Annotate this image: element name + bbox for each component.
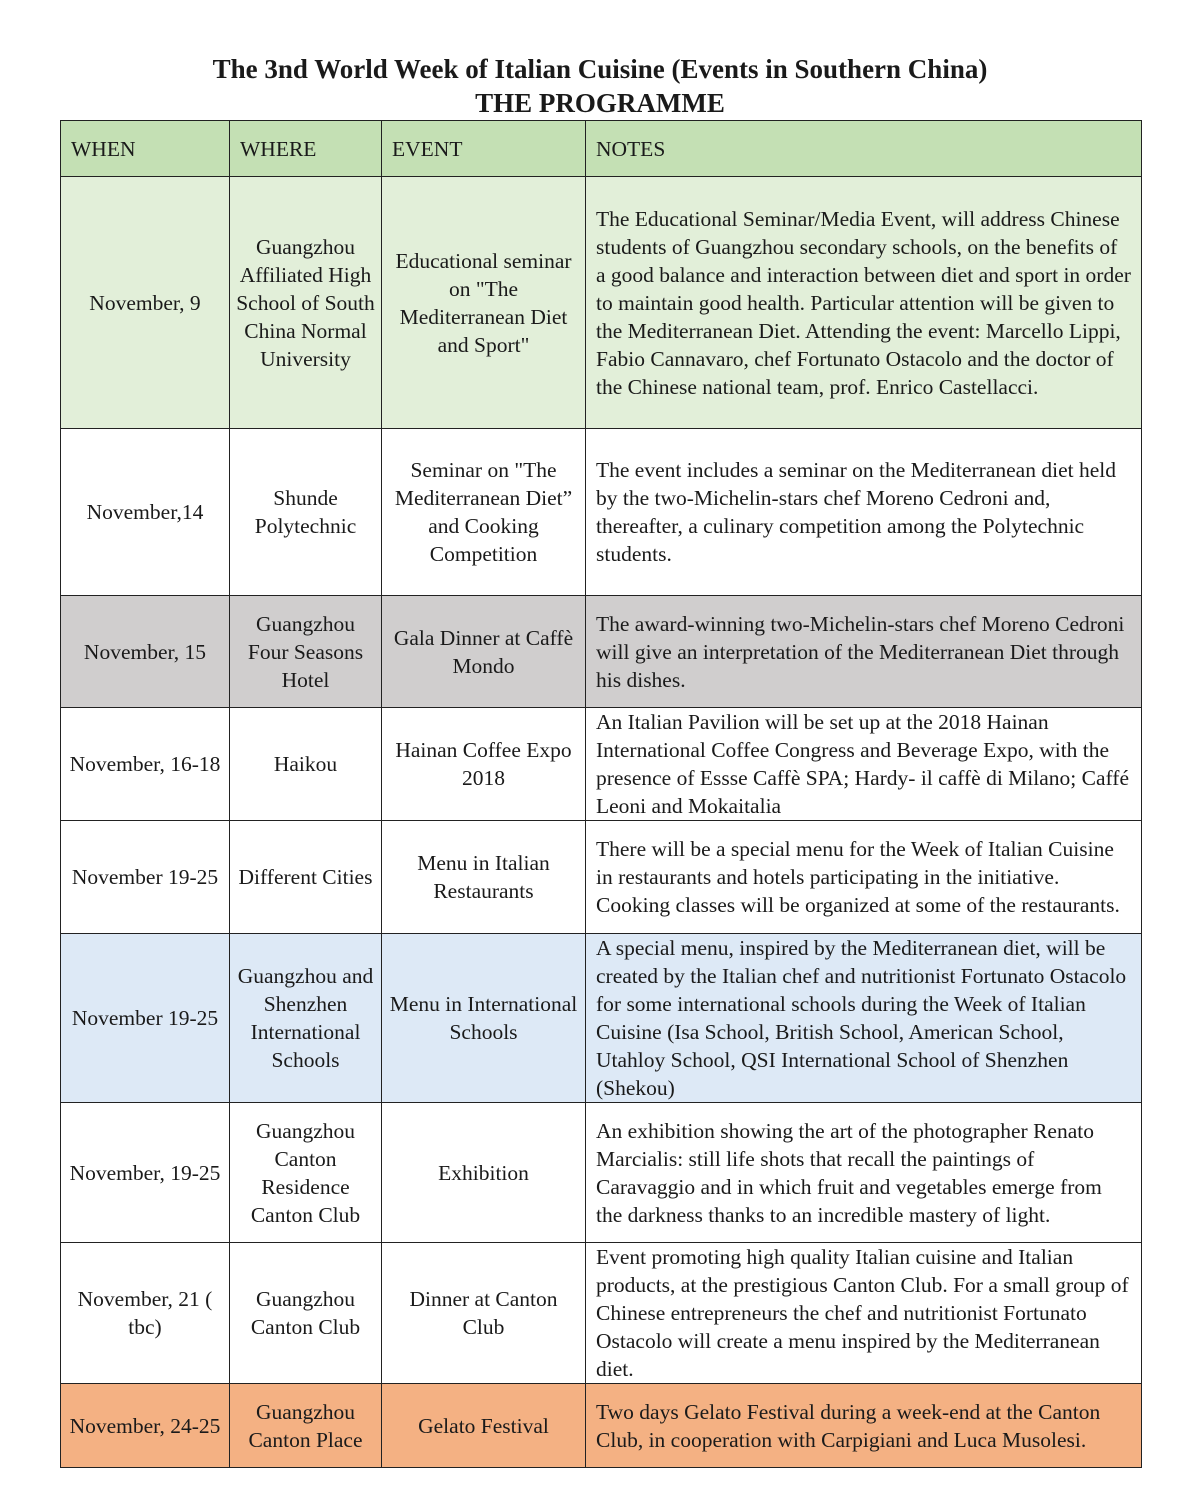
cell-where: Guangzhou and Shenzhen International Schools bbox=[230, 934, 382, 1103]
cell-notes: Two days Gelato Festival during a week-end at the Canton Club, in cooperation with Carpigiani and Luca Musolesi. bbox=[586, 1384, 1142, 1468]
table-row bbox=[61, 821, 1142, 934]
table-row bbox=[61, 1243, 1142, 1384]
title-line-1: The 3nd World Week of Italian Cuisine (Events in Southern China) bbox=[212, 54, 988, 84]
cell-when: November, 9 bbox=[61, 177, 230, 429]
cell-where: Guangzhou Canton Club bbox=[230, 1243, 382, 1384]
table-row bbox=[61, 429, 1142, 596]
cell-where: Different Cities bbox=[230, 821, 382, 934]
cell-event: Menu in International Schools bbox=[382, 934, 586, 1103]
cell-notes: There will be a special menu for the Week of Italian Cuisine in restaurants and hotels participating in the initiative. Cooking classes will be organized at some of the restaurants. bbox=[586, 821, 1142, 934]
cell-when: November, 16-18 bbox=[61, 708, 230, 821]
cell-notes: An Italian Pavilion will be set up at the 2018 Hainan International Coffee Congress and Beverage Expo, with the presence of Essse Caffè SPA; Hardy- il caffè di Milano; Caffé Leoni and Mokaitalia bbox=[586, 708, 1142, 821]
cell-event: Menu in Italian Restaurants bbox=[382, 821, 586, 934]
cell-where: Haikou bbox=[230, 708, 382, 821]
cell-event: Gala Dinner at Caffè Mondo bbox=[382, 596, 586, 708]
header-notes: NOTES bbox=[586, 121, 1142, 177]
cell-when: November, 15 bbox=[61, 596, 230, 708]
cell-when: November, 24-25 bbox=[61, 1384, 230, 1468]
cell-where: Guangzhou Four Seasons Hotel bbox=[230, 596, 382, 708]
header-event: EVENT bbox=[382, 121, 586, 177]
cell-notes: The event includes a seminar on the Mediterranean diet held by the two-Michelin-stars chef Moreno Cedroni and, thereafter, a culinary competition among the Polytechnic students. bbox=[586, 429, 1142, 596]
table-row bbox=[61, 177, 1142, 429]
cell-where: Shunde Polytechnic bbox=[230, 429, 382, 596]
cell-notes: The Educational Seminar/Media Event, will address Chinese students of Guangzhou secondary schools, on the benefits of a good balance and interaction between diet and sport in order to maintain good health. Particular attention will be given to the Mediterranean Diet. Attending the event: Marcello Lippi, Fabio Cannavaro, chef Fortunato Ostacolo and the doctor of the Chinese national team, prof. Enrico Castellacci. bbox=[586, 177, 1142, 429]
cell-event: Seminar on "The Mediterranean Diet” and Cooking Competition bbox=[382, 429, 586, 596]
cell-notes: A special menu, inspired by the Mediterranean diet, will be created by the Italian chef and nutritionist Fortunato Ostacolo for some international schools during the Week of Italian Cuisine (Isa School, British School, American School, Utahloy School, QSI International School of Shenzhen (Shekou) bbox=[586, 934, 1142, 1103]
cell-when: November 19-25 bbox=[61, 821, 230, 934]
header-where: WHERE bbox=[230, 121, 382, 177]
cell-when: November, 19-25 bbox=[61, 1103, 230, 1243]
document-title bbox=[0, 52, 1200, 120]
table-row bbox=[61, 1384, 1142, 1468]
cell-notes: Event promoting high quality Italian cuisine and Italian products, at the prestigious Canton Club. For a small group of Chinese entrepreneurs the chef and nutritionist Fortunato Ostacolo will create a menu inspired by the Mediterranean diet. bbox=[586, 1243, 1142, 1384]
cell-event: Educational seminar on "The Mediterranean Diet and Sport" bbox=[382, 177, 586, 429]
cell-event: Hainan Coffee Expo 2018 bbox=[382, 708, 586, 821]
cell-when: November, 21 ( tbc) bbox=[61, 1243, 230, 1384]
programme-table bbox=[60, 120, 1142, 1468]
cell-where: Guangzhou Canton Place bbox=[230, 1384, 382, 1468]
cell-event: Gelato Festival bbox=[382, 1384, 586, 1468]
cell-where: Guangzhou Canton Residence Canton Club bbox=[230, 1103, 382, 1243]
table-row bbox=[61, 596, 1142, 708]
cell-notes: An exhibition showing the art of the photographer Renato Marcialis: still life shots that recall the paintings of Caravaggio and in which fruit and vegetables emerge from the darkness thanks to an incredible mastery of light. bbox=[586, 1103, 1142, 1243]
cell-when: November,14 bbox=[61, 429, 230, 596]
cell-event: Exhibition bbox=[382, 1103, 586, 1243]
table-row bbox=[61, 708, 1142, 821]
header-when: WHEN bbox=[61, 121, 230, 177]
title-line-2: THE PROGRAMME bbox=[475, 88, 725, 118]
table-row bbox=[61, 934, 1142, 1103]
table-row bbox=[61, 1103, 1142, 1243]
cell-notes: The award-winning two-Michelin-stars chef Moreno Cedroni will give an interpretation of the Mediterranean Diet through his dishes. bbox=[586, 596, 1142, 708]
header-row bbox=[61, 121, 1142, 177]
cell-where: Guangzhou Affiliated High School of South China Normal University bbox=[230, 177, 382, 429]
cell-when: November 19-25 bbox=[61, 934, 230, 1103]
cell-event: Dinner at Canton Club bbox=[382, 1243, 586, 1384]
